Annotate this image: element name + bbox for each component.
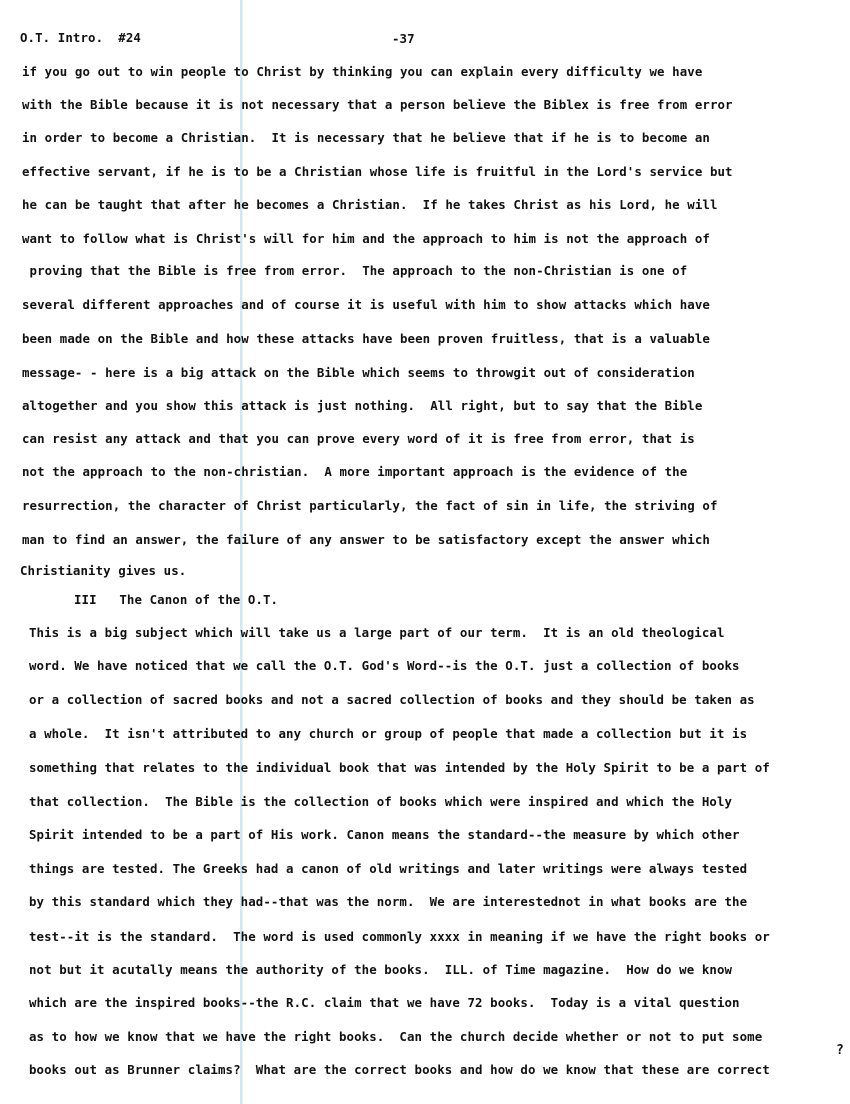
course-header: O.T. Intro. #24 (20, 30, 141, 45)
section-line: books out as Brunner claims? What are the correct books and how do we know that these are correct (29, 1062, 770, 1077)
body-line: proving that the Bible is free from error. The approach to the non-Christian is one of (22, 263, 688, 278)
section-line: test--it is the standard. The word is used commonly xxxx in meaning if we have the right books or (29, 929, 770, 944)
body-line: if you go out to win people to Christ by thinking you can explain every difficulty we have (22, 64, 703, 79)
section-line: things are tested. The Greeks had a canon of old writings and later writings were always tested (29, 861, 748, 876)
section-line: by this standard which they had--that was the norm. We are interestednot in what books are the (29, 894, 748, 909)
body-line: been made on the Bible and how these attacks have been proven fruitless, that is a valuable (22, 331, 710, 346)
body-line: message- - here is a big attack on the Bible which seems to throwgit out of consideration (22, 365, 695, 380)
section-line: not but it acutally means the authority of the books. ILL. of Time magazine. How do we know (29, 962, 733, 977)
section-line: a whole. It isn't attributed to any church or group of people that made a collection but it is (29, 726, 748, 741)
margin-question-mark: ? (836, 1043, 844, 1058)
section-line: that collection. The Bible is the collection of books which were inspired and which the Holy (29, 794, 733, 809)
section-line: as to how we know that we have the right books. Can the church decide whether or not to put some (29, 1029, 763, 1044)
section-line: Spirit intended to be a part of His work. Canon means the standard--the measure by which other (29, 827, 740, 842)
body-line: he can be taught that after he becomes a Christian. If he takes Christ as his Lord, he will (22, 197, 718, 212)
body-line: effective servant, if he is to be a Christian whose life is fruitful in the Lord's service but (22, 164, 733, 179)
body-line: not the approach to the non-christian. A more important approach is the evidence of the (22, 464, 688, 479)
page-number: -37 (392, 31, 415, 46)
body-line: resurrection, the character of Christ particularly, the fact of sin in life, the striving of (22, 498, 718, 513)
body-line: want to follow what is Christ's will for him and the approach to him is not the approach of (22, 231, 710, 246)
body-line: in order to become a Christian. It is necessary that he believe that if he is to become an (22, 130, 710, 145)
body-line: Christianity gives us. (20, 563, 187, 578)
section-line: word. We have noticed that we call the O.T. God's Word--is the O.T. just a collection of books (29, 658, 740, 673)
body-line: with the Bible because it is not necessary that a person believe the Biblex is free from error (22, 97, 733, 112)
body-line: several different approaches and of course it is useful with him to show attacks which have (22, 297, 710, 312)
section-heading: III The Canon of the O.T. (74, 592, 279, 607)
body-line: altogether and you show this attack is just nothing. All right, but to say that the Bible (22, 398, 703, 413)
section-line: This is a big subject which will take us a large part of our term. It is an old theological (29, 625, 725, 640)
section-line: something that relates to the individual book that was intended by the Holy Spirit to be a part of (29, 760, 770, 775)
body-line: can resist any attack and that you can prove every word of it is free from error, that is (22, 431, 695, 446)
body-line: man to find an answer, the failure of any answer to be satisfactory except the answer which (22, 532, 710, 547)
section-line: or a collection of sacred books and not a sacred collection of books and they should be taken as (29, 692, 755, 707)
section-line: which are the inspired books--the R.C. claim that we have 72 books. Today is a vital question (29, 995, 740, 1010)
